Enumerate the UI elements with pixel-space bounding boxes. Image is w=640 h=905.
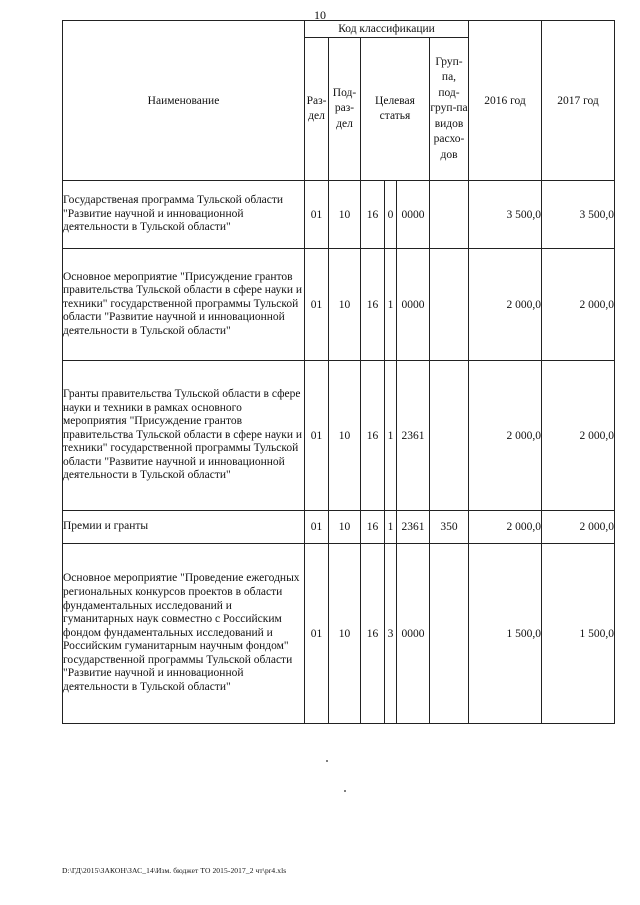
row-expense-group bbox=[430, 249, 469, 361]
row-article-code: 0000 bbox=[397, 181, 430, 249]
row-name: Премии и гранты bbox=[63, 511, 305, 544]
row-section: 01 bbox=[305, 544, 329, 724]
header-expense-group bbox=[430, 38, 469, 181]
row-expense-group bbox=[430, 181, 469, 249]
scan-speck bbox=[344, 790, 346, 792]
header-year-2017: 2017 год bbox=[542, 21, 615, 181]
row-name: Основное мероприятие "Присуждение грантов правительства Тульской области в сфере науки и техники" государственной программы Тульской области "Развитие научной и инновационной деятельности в Тульской области" bbox=[63, 249, 305, 361]
row-subsection: 10 bbox=[329, 511, 361, 544]
row-article-code: 0000 bbox=[397, 249, 430, 361]
row-subsection: 10 bbox=[329, 361, 361, 511]
row-article-sub: 1 bbox=[385, 511, 397, 544]
row-article-code: 0000 bbox=[397, 544, 430, 724]
header-target-article bbox=[361, 38, 430, 181]
row-subsection: 10 bbox=[329, 181, 361, 249]
row-amount-2017: 3 500,0 bbox=[542, 181, 615, 249]
row-amount-2016: 2 000,0 bbox=[469, 511, 542, 544]
row-article-program: 16 bbox=[361, 361, 385, 511]
row-amount-2017: 1 500,0 bbox=[542, 544, 615, 724]
scan-speck bbox=[326, 760, 328, 762]
header-section-text: Раз-дел bbox=[306, 94, 327, 122]
row-section: 01 bbox=[305, 361, 329, 511]
header-row-top bbox=[63, 21, 615, 38]
row-name: Основное мероприятие "Проведение ежегодных региональных конкурсов проектов в области фундаментальных исследований и гуманитарных наук совместно с Российским фондом фундаментальных исследований и Российским гуманитарным научным фондом" государственной программы Тульской области "Развитие научной и инновационной деятельности в Тульской области" bbox=[63, 544, 305, 724]
header-section bbox=[305, 38, 329, 181]
row-section: 01 bbox=[305, 511, 329, 544]
row-amount-2016: 3 500,0 bbox=[469, 181, 542, 249]
header-expense-group-text: Груп-па, под-груп-па видов расхо-дов bbox=[430, 55, 468, 161]
row-article-sub: 3 bbox=[385, 544, 397, 724]
row-article-program: 16 bbox=[361, 249, 385, 361]
row-amount-2016: 1 500,0 bbox=[469, 544, 542, 724]
row-article-sub: 0 bbox=[385, 181, 397, 249]
row-subsection: 10 bbox=[329, 249, 361, 361]
row-article-sub: 1 bbox=[385, 249, 397, 361]
table-row bbox=[63, 249, 615, 361]
header-classification-code: Код классификации bbox=[305, 21, 469, 38]
row-name: Гранты правительства Тульской области в сфере науки и техники в рамках основного мероприятия "Присуждение грантов правительства Тульской области в сфере науки и техники" государственной программы Тульской области "Развитие научной и инновационной деятельности в Тульской области" bbox=[63, 361, 305, 511]
row-article-code: 2361 bbox=[397, 511, 430, 544]
footer-file-path: D:\ГД\2015\ЗАКОН\ЗАС_14\Изм. бюджет ТО 2015-2017_2 чт\pr4.xls bbox=[62, 866, 287, 875]
header-target-article-text: Целевая статья bbox=[375, 94, 415, 122]
row-expense-group bbox=[430, 544, 469, 724]
row-section: 01 bbox=[305, 181, 329, 249]
row-amount-2017: 2 000,0 bbox=[542, 361, 615, 511]
header-subsection bbox=[329, 38, 361, 181]
row-name: Государственая программа Тульской области "Развитие научной и инновационной деятельности в Тульской области" bbox=[63, 181, 305, 249]
row-article-sub: 1 bbox=[385, 361, 397, 511]
table-row bbox=[63, 181, 615, 249]
row-amount-2017: 2 000,0 bbox=[542, 511, 615, 544]
row-section: 01 bbox=[305, 249, 329, 361]
row-amount-2016: 2 000,0 bbox=[469, 249, 542, 361]
row-subsection: 10 bbox=[329, 544, 361, 724]
header-name: Наименование bbox=[63, 21, 305, 181]
row-expense-group: 350 bbox=[430, 511, 469, 544]
page-number: 10 bbox=[314, 8, 326, 22]
row-article-program: 16 bbox=[361, 181, 385, 249]
row-amount-2017: 2 000,0 bbox=[542, 249, 615, 361]
header-year-2016: 2016 год bbox=[469, 21, 542, 181]
row-amount-2016: 2 000,0 bbox=[469, 361, 542, 511]
row-expense-group bbox=[430, 361, 469, 511]
header-subsection-text: Под-раз-дел bbox=[332, 86, 357, 130]
table-row bbox=[63, 361, 615, 511]
row-article-program: 16 bbox=[361, 544, 385, 724]
table-row bbox=[63, 511, 615, 544]
row-article-code: 2361 bbox=[397, 361, 430, 511]
row-article-program: 16 bbox=[361, 511, 385, 544]
budget-table bbox=[62, 20, 615, 724]
table-row bbox=[63, 544, 615, 724]
